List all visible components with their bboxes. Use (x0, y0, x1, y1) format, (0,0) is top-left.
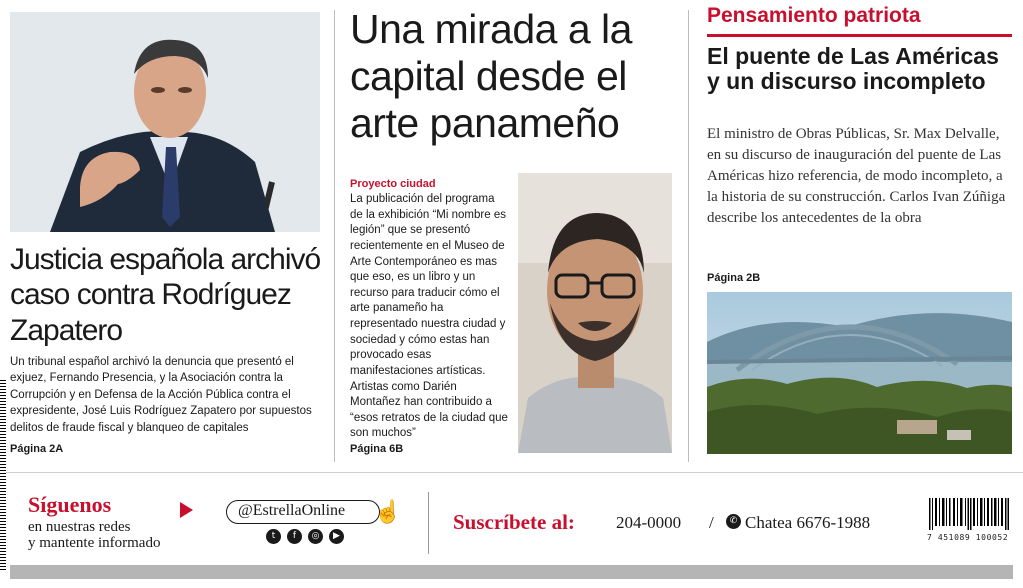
middle-story-body: La publicación del programa de la exhibición “Mi nombre es legión” que se presentó recientemente en el Museo de Arte Contemporáneo es mas que eso, es un libro y un recurso para traducir cómo el arte panameño ha representado nuestra ciudad y sociedad y cómo estas han provocado esas manifestaciones artísticas. Artistas como Darién Montañez han contribuido a “esos retratos de la ciudad que son muchos” (350, 193, 508, 440)
middle-kicker: Proyecto ciudad (350, 178, 436, 190)
right-story-body: El ministro de Obras Públicas, Sr. Max Delvalle, en su discurso de inauguración del puente de Las Américas hizo referencia, de modo incompleto, a la historia de su construcción. Carlos Ivan Zúñiga describe los antecedentes de la obra (707, 126, 1006, 226)
arrow-right-icon (180, 502, 193, 518)
subscribe-separator: / (709, 513, 714, 532)
middle-headline[interactable]: Una mirada a la capital desde el arte panameño (350, 6, 632, 147)
follow-title: Síguenos (28, 492, 112, 517)
left-page-ref[interactable]: Página 2A (10, 443, 64, 455)
social-handle-text[interactable]: @EstrellaOnline (238, 502, 346, 519)
artist-portrait-photo (518, 173, 672, 453)
footer-divider (428, 492, 429, 554)
zapatero-photo (10, 12, 320, 232)
right-headline[interactable]: El puente de Las Américas y un discurso incompleto (707, 43, 999, 94)
middle-page-ref[interactable]: Página 6B (350, 443, 404, 455)
subscribe-label: Suscríbete al: (453, 510, 575, 534)
edge-crop-marks (0, 380, 6, 570)
bottom-bar (10, 565, 1013, 579)
facebook-icon[interactable]: f (287, 529, 302, 544)
left-story-body: Un tribunal español archivó la denuncia que presentó el exjuez, Fernando Presencia, y la Asociación contra la Corrupción y en Defensa de la Acción Pública contra el expresidente, José Luis Rodríguez Zapatero por supuestos delitos de fraude fiscal y blanqueo de capitales (10, 356, 312, 434)
footer-rule (0, 472, 1023, 473)
whatsapp-contact[interactable]: Chatea 6676-1988 (745, 513, 871, 532)
column-divider-right (688, 10, 689, 462)
right-page-ref[interactable]: Página 2B (707, 272, 761, 284)
bridge-photo (707, 292, 1012, 454)
left-headline[interactable]: Justicia española archivó caso contra Rodríguez Zapatero (10, 243, 321, 347)
follow-subtitle-line1: en nuestras redes (28, 519, 131, 535)
follow-subtitle-line2: y mantente informado (28, 535, 161, 551)
youtube-icon[interactable]: ▶ (329, 529, 344, 544)
pointing-hand-icon: ☝ (374, 500, 402, 525)
subscribe-phone[interactable]: 204-0000 (616, 513, 682, 532)
instagram-icon[interactable]: ◎ (308, 529, 323, 544)
whatsapp-icon: ✆ (726, 514, 741, 529)
barcode (929, 498, 1009, 530)
twitter-icon[interactable]: t (266, 529, 281, 544)
section-label[interactable]: Pensamiento patriota (707, 4, 921, 27)
section-rule (707, 34, 1012, 37)
column-divider-left (334, 10, 335, 462)
barcode-digits: 7 451089 100052 (927, 533, 1009, 542)
